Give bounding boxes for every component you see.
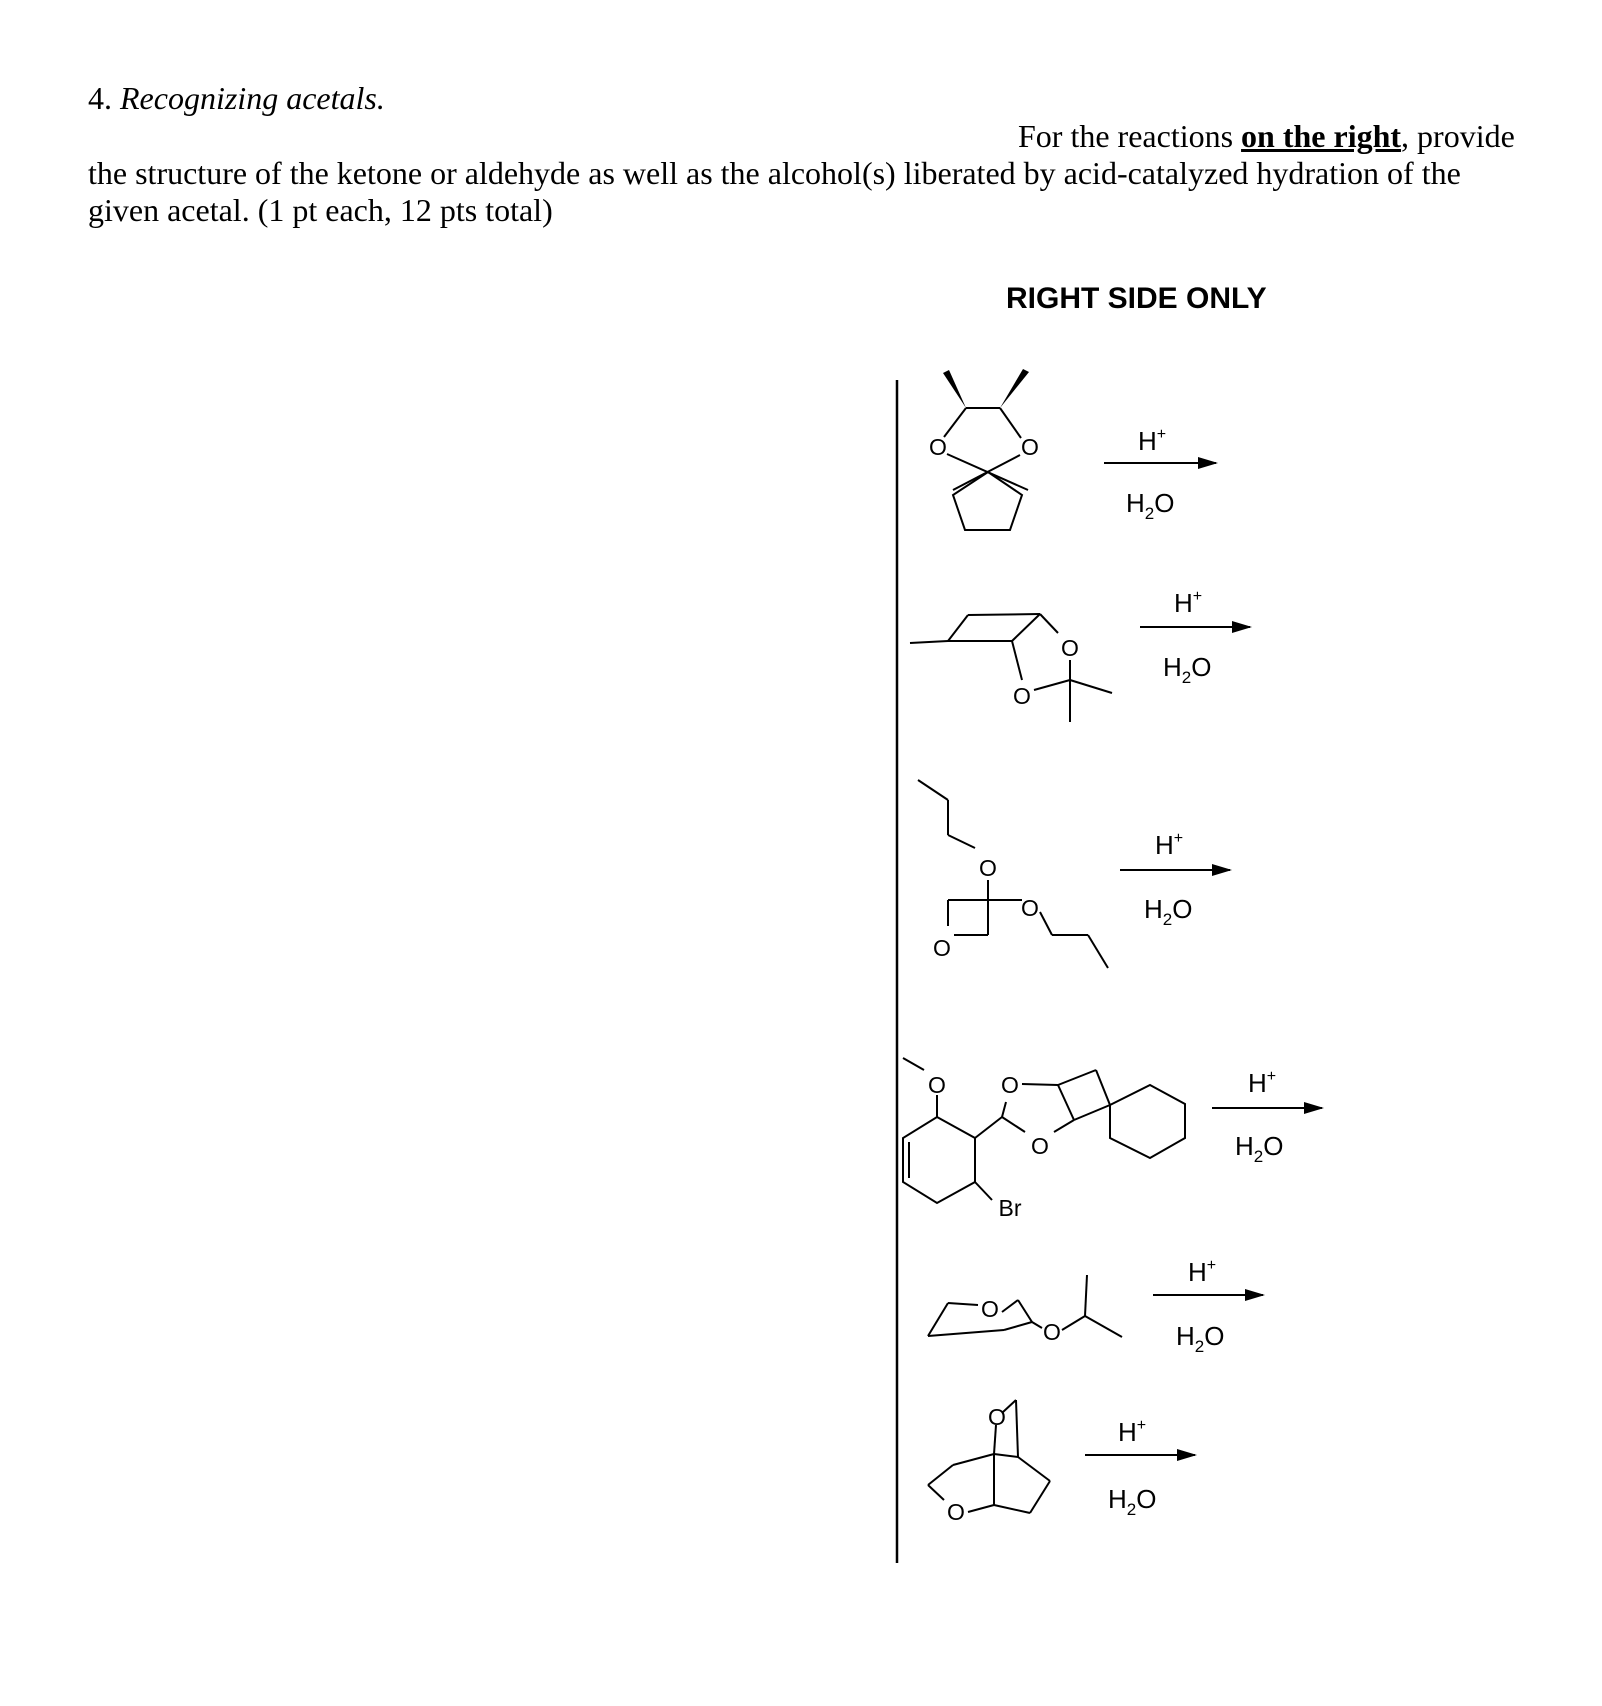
oxygen-label: O	[933, 935, 951, 961]
reagents-1	[1104, 426, 1216, 523]
oxygen-label: O	[988, 1404, 1006, 1430]
acid-catalyst-label: H+	[1118, 1417, 1147, 1447]
right-side-only-label: RIGHT SIDE ONLY	[1006, 282, 1267, 315]
question-number: 4.	[88, 80, 112, 116]
water-label: $H_2O$	[1126, 488, 1175, 523]
reagents-2	[1140, 588, 1250, 687]
oxygen-label: O	[1021, 434, 1039, 460]
water-label: $H_2O$	[1176, 1321, 1225, 1356]
oxygen-label: O	[1031, 1133, 1049, 1159]
reagents-5	[1153, 1257, 1263, 1356]
oxygen-label: O	[929, 434, 947, 460]
acid-catalyst-label: H+	[1248, 1068, 1277, 1098]
water-label: $H_2O$	[1235, 1131, 1284, 1166]
oxygen-label: O	[928, 1072, 946, 1098]
oxygen-label: O	[1021, 895, 1039, 921]
water-label: $H_2O$	[1144, 894, 1193, 929]
instructions-emphasis: on the right	[1241, 118, 1402, 154]
reagents-4	[1212, 1068, 1322, 1166]
bromine-label: Br	[998, 1195, 1022, 1221]
oxygen-label: O	[1001, 1072, 1019, 1098]
acetal-structure-2	[910, 614, 1112, 722]
reagents-6	[1085, 1417, 1195, 1519]
acid-catalyst-label: H+	[1155, 830, 1184, 860]
acetal-structure-5	[928, 1275, 1122, 1337]
instructions-suffix: , provide	[1401, 118, 1515, 154]
atom-labels	[928, 434, 1079, 1525]
oxygen-label: O	[981, 1296, 999, 1322]
acid-catalyst-label: H+	[1174, 588, 1203, 618]
reagents-3	[1120, 830, 1230, 929]
instructions-line-2: the structure of the ketone or aldehyde as well as the alcohol(s) liberated by acid-catalyzed hydration of the	[88, 155, 1461, 191]
acid-catalyst-label: H+	[1188, 1257, 1217, 1287]
question-title: Recognizing acetals.	[120, 80, 385, 116]
acid-catalyst-label: H+	[1138, 426, 1167, 456]
oxygen-label: O	[1061, 635, 1079, 661]
water-label: $H_2O$	[1163, 652, 1212, 687]
instructions-line-3: given acetal. (1 pt each, 12 pts total)	[88, 192, 553, 228]
oxygen-label: O	[979, 855, 997, 881]
oxygen-label: O	[1043, 1319, 1061, 1345]
acetal-structure-1	[943, 369, 1029, 530]
instructions-prefix: For the reactions	[1018, 118, 1242, 154]
oxygen-label: O	[1013, 683, 1031, 709]
oxygen-label: O	[947, 1499, 965, 1525]
water-label: $H_2O$	[1108, 1484, 1157, 1519]
